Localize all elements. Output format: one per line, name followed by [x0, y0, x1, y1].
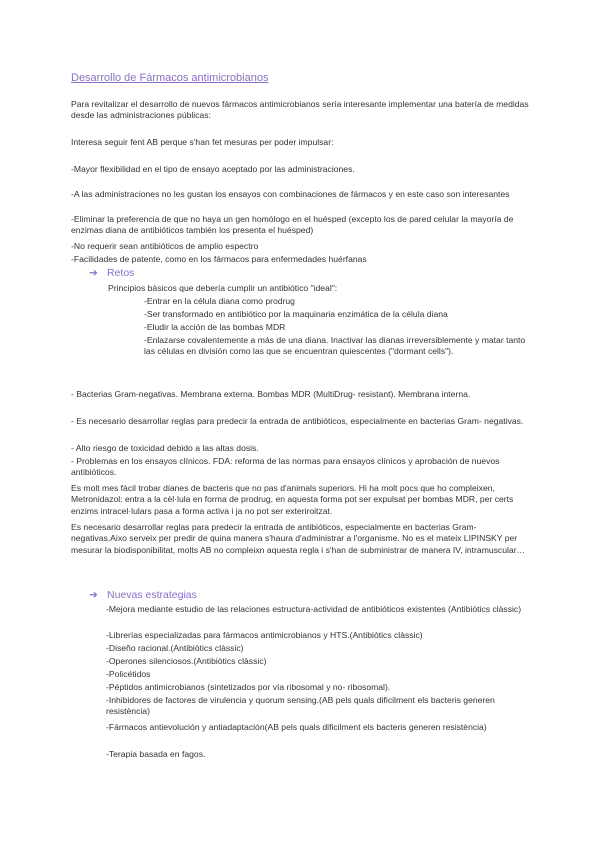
strategy-item: -Terapia basada en fagos.	[106, 749, 206, 759]
document-title: Desarrollo de Fármacos antimicrobianos	[71, 72, 269, 84]
challenge-item: - Es necesario desarrollar reglas para predecir la entrada de antibióticos, especialmente en bacterias Gram- negativas.	[71, 416, 524, 426]
strategy-item: -Policétidos	[106, 669, 151, 679]
interest-paragraph: Interesa seguir fent AB perque s'han fet mesuras per poder impulsar:	[71, 137, 334, 147]
arrow-right-icon: ➔	[89, 267, 98, 279]
section-heading-retos	[89, 266, 134, 280]
lipinsky-paragraph: Es necesario desarrollar reglas para predecir la entrada de antibióticos, especialmente en bacterias Gram- negativas.Aixo serveix per predir de quina manera s'haura d'administrar a l'organisme. No es el mateix LIPINSKY per mesurar la biodisponibilitat, molts AB no compleixn aquesta regla i s'han de subministrar de manera IV, intramuscular…	[71, 522, 526, 555]
strategy-item: -Inhibidores de factores de virulencia y quorum sensing.(AB pels quals dificilment els bacteris generen resistència)	[106, 695, 495, 717]
measure-item: -A las administraciones no les gustan los ensayos con combinaciones de fármacos y en este caso son interesantes	[71, 189, 510, 199]
strategy-item: -Fármacos antievolución y antiadaptación(AB pels quals dificilment els bacteris generen resistència)	[106, 722, 487, 732]
measure-item: -Eliminar la preferencia de que no haya un gen homólogo en el huésped (excepto los de pared celular la mayoría de enzimas diana de antibióticos también los presenta el huésped)	[71, 214, 514, 236]
strategy-item: -Mejora mediante estudio de las relaciones estructura-actividad de antibióticos existentes (Antibiòtics clàssic)	[106, 604, 522, 614]
challenge-item: - Problemas en los ensayos clínicos. FDA: reforma de las normas para ensayos clínicos y aprobación de nuevos antibióticos.	[71, 456, 500, 478]
principle-item: -Eludir la acción de las bombas MDR	[144, 322, 286, 332]
strategy-item: -Péptidos antimicrobianos (sintetizados por vía ribosomal y no- ribosomal).	[106, 682, 391, 692]
challenge-item: - Alto riesgo de toxicidad debido a las altas dosis.	[71, 443, 259, 453]
section-heading-label: Retos	[107, 267, 135, 279]
metronidazol-paragraph: Es molt mes fàcil trobar dianes de bacteris que no pas d'animals superiors. Hi ha molt pocs que ho compleixen, Metronidazol: entra a la cèl·lula en forma de prodrug, en aquesta forma pot ser expulsat per bombas MDR, per certs enzims intracel·lulars pasa a forma activa i ja no pot ser exteriroitzat.	[71, 483, 514, 516]
section-heading-label: Nuevas estrategias	[107, 589, 197, 601]
strategy-item: -Librerías especializadas para fármacos antimicrobianos y HTS.(Antibiòtics clàssic)	[106, 630, 423, 640]
arrow-right-icon: ➔	[89, 589, 98, 601]
intro-paragraph: Para revitalizar el desarrollo de nuevos fármacos antimicrobianos sería interesante implementar una batería de medidas desde las administraciones públicas:	[71, 99, 529, 121]
measure-item: -Mayor flexibilidad en el tipo de ensayo aceptado por las administraciones.	[71, 164, 355, 174]
section-heading-estrategias	[89, 588, 197, 602]
principle-item: -Ser transformado en antibiótico por la maquinaria enzimática de la célula diana	[144, 309, 448, 319]
principles-intro: Principios básicos que debería cumplir un antibiótico "ideal":	[108, 283, 338, 293]
measure-item: -Facilidades de patente, como en los fármacos para enfermedades huérfanas	[71, 254, 367, 264]
strategy-item: -Diseño racional.(Antibiòtics clàssic)	[106, 643, 244, 653]
principle-item: -Entrar en la célula diana como prodrug	[144, 296, 295, 306]
strategy-item: -Operones silenciosos.(Antibiòtics clàssic)	[106, 656, 267, 666]
measure-item: -No requerir sean antibióticos de amplio espectro	[71, 241, 259, 251]
principle-item: -Enlazarse covalentemente a más de una diana. Inactivar las dianas irreversiblemente y matar tanto las células en división como las que se encuentran quiescentes ("dormant cells").	[144, 335, 526, 357]
challenge-item: - Bacterias Gram-negativas. Membrana externa. Bombas MDR (MultiDrug- resistant). Membrana interna.	[71, 389, 471, 399]
